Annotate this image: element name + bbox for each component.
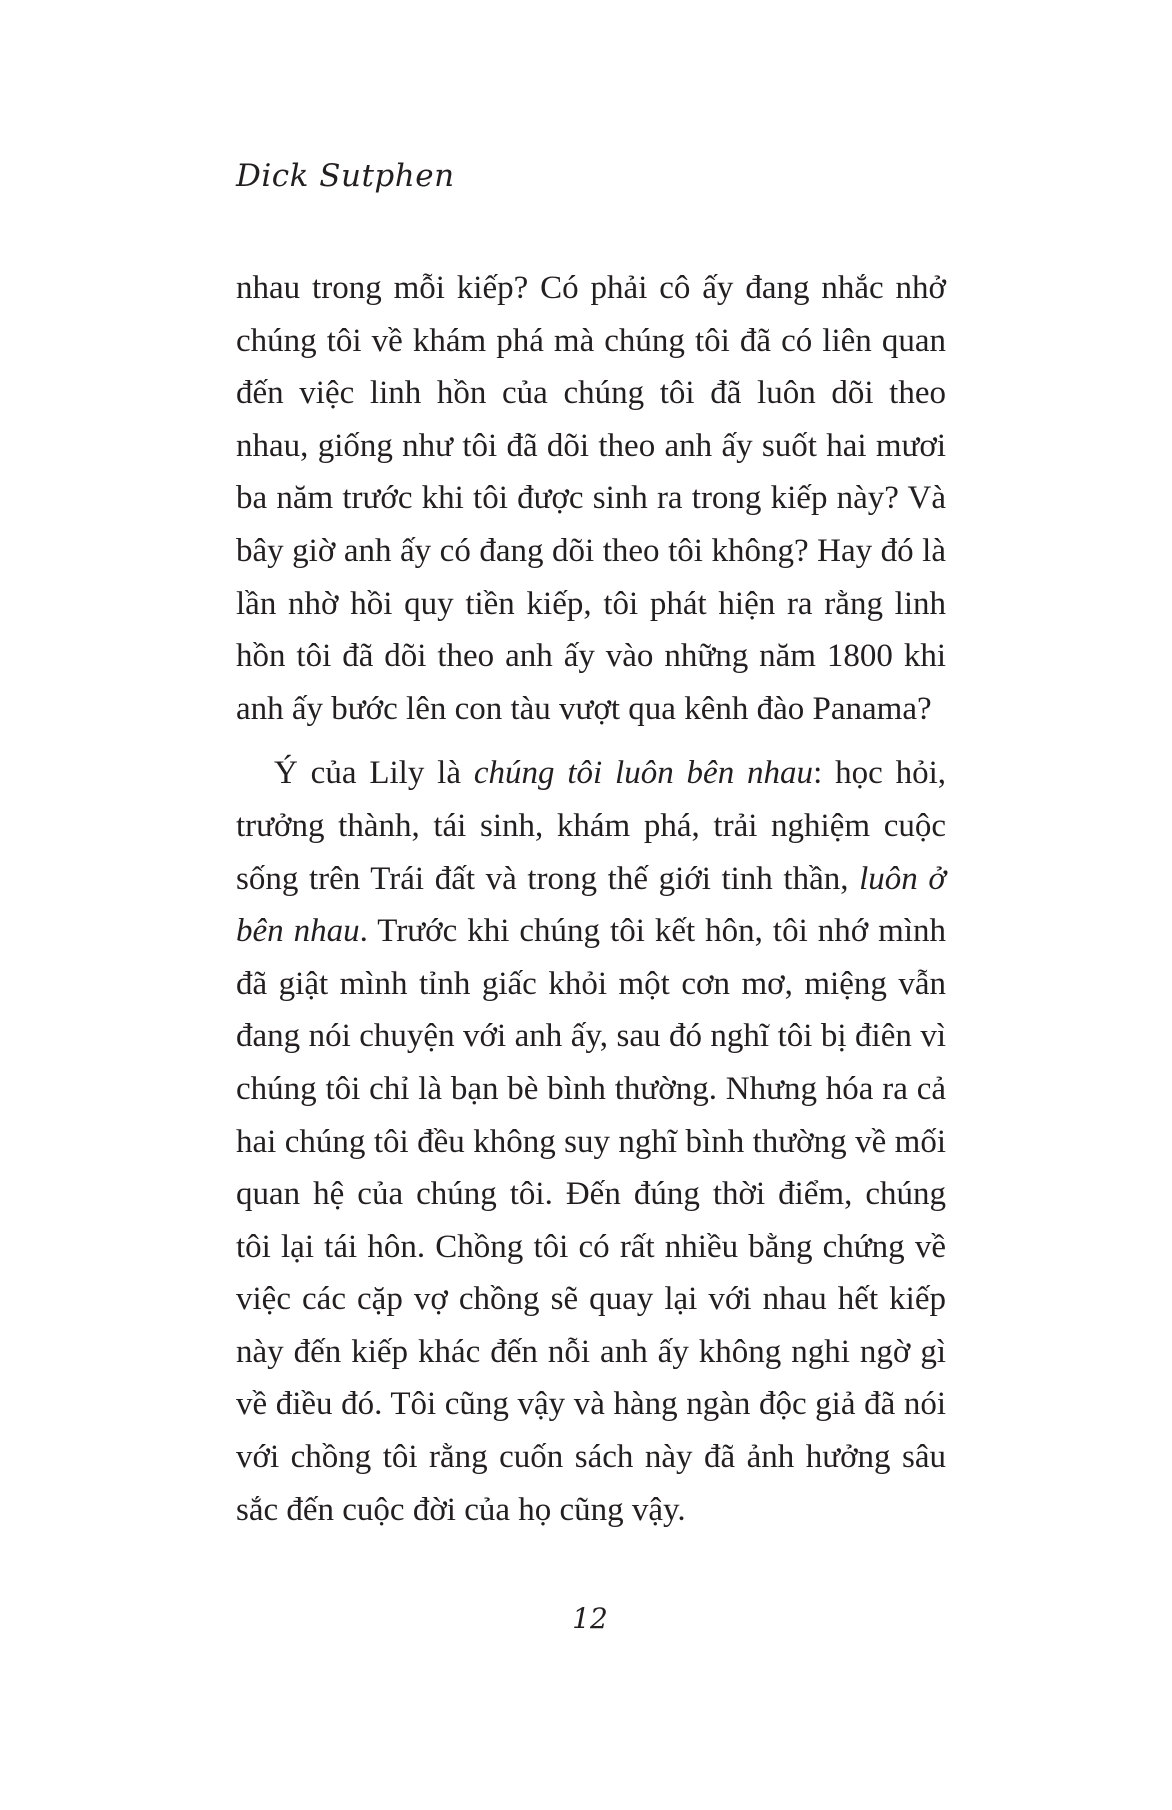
page-number: 12	[572, 1602, 608, 1635]
paragraph-2-italic-1: chúng tôi luôn bên nhau	[473, 755, 814, 792]
paragraph-2-part-2: : học hỏi, trưởng thành, tái sinh, khám phá, trải nghiệm cuộc sống trên Trái đất và trong thế giới tinh thần,	[236, 755, 946, 897]
paragraph-2	[236, 747, 946, 1536]
paragraph-2-part-1: Ý của Lily là	[274, 755, 474, 792]
running-header-author: Dick Sutphen	[236, 158, 455, 194]
paragraph-2-part-3: . Trước khi chúng tôi kết hôn, tôi nhớ mình đã giật mình tỉnh giấc khỏi một cơn mơ, miệng vẫn đang nói chuyện với anh ấy, sau đó nghĩ tôi bị điên vì chúng tôi chỉ là bạn bè bình thường. Nhưng hóa ra cả hai chúng tôi đều không suy nghĩ bình thường về mối quan hệ của chúng tôi. Đến đúng thời điểm, chúng tôi lại tái hôn. Chồng tôi có rất nhiều bằng chứng về việc các cặp vợ chồng sẽ quay lại với nhau hết kiếp này đến kiếp khác đến nỗi anh ấy không nghi ngờ gì về điều đó. Tôi cũng vậy và hàng ngàn độc giả đã nói với chồng tôi rằng cuốn sách này đã ảnh hưởng sâu sắc đến cuộc đời của họ cũng vậy.	[236, 913, 946, 1528]
body-text	[236, 262, 946, 1536]
paragraph-2-italic-2: luôn ở bên nhau	[236, 860, 947, 950]
paragraph-1: nhau trong mỗi kiếp? Có phải cô ấy đang nhắc nhở chúng tôi về khám phá mà chúng tôi đã có liên quan đến việc linh hồn của chúng tôi đã luôn dõi theo nhau, giống như tôi đã dõi theo anh ấy suốt hai mươi ba năm trước khi tôi được sinh ra trong kiếp này? Và bây giờ anh ấy có đang dõi theo tôi không? Hay đó là lần nhờ hồi quy tiền kiếp, tôi phát hiện ra rằng linh hồn tôi đã dõi theo anh ấy vào những năm 1800 khi anh ấy bước lên con tàu vượt qua kênh đào Panama?	[236, 270, 946, 727]
